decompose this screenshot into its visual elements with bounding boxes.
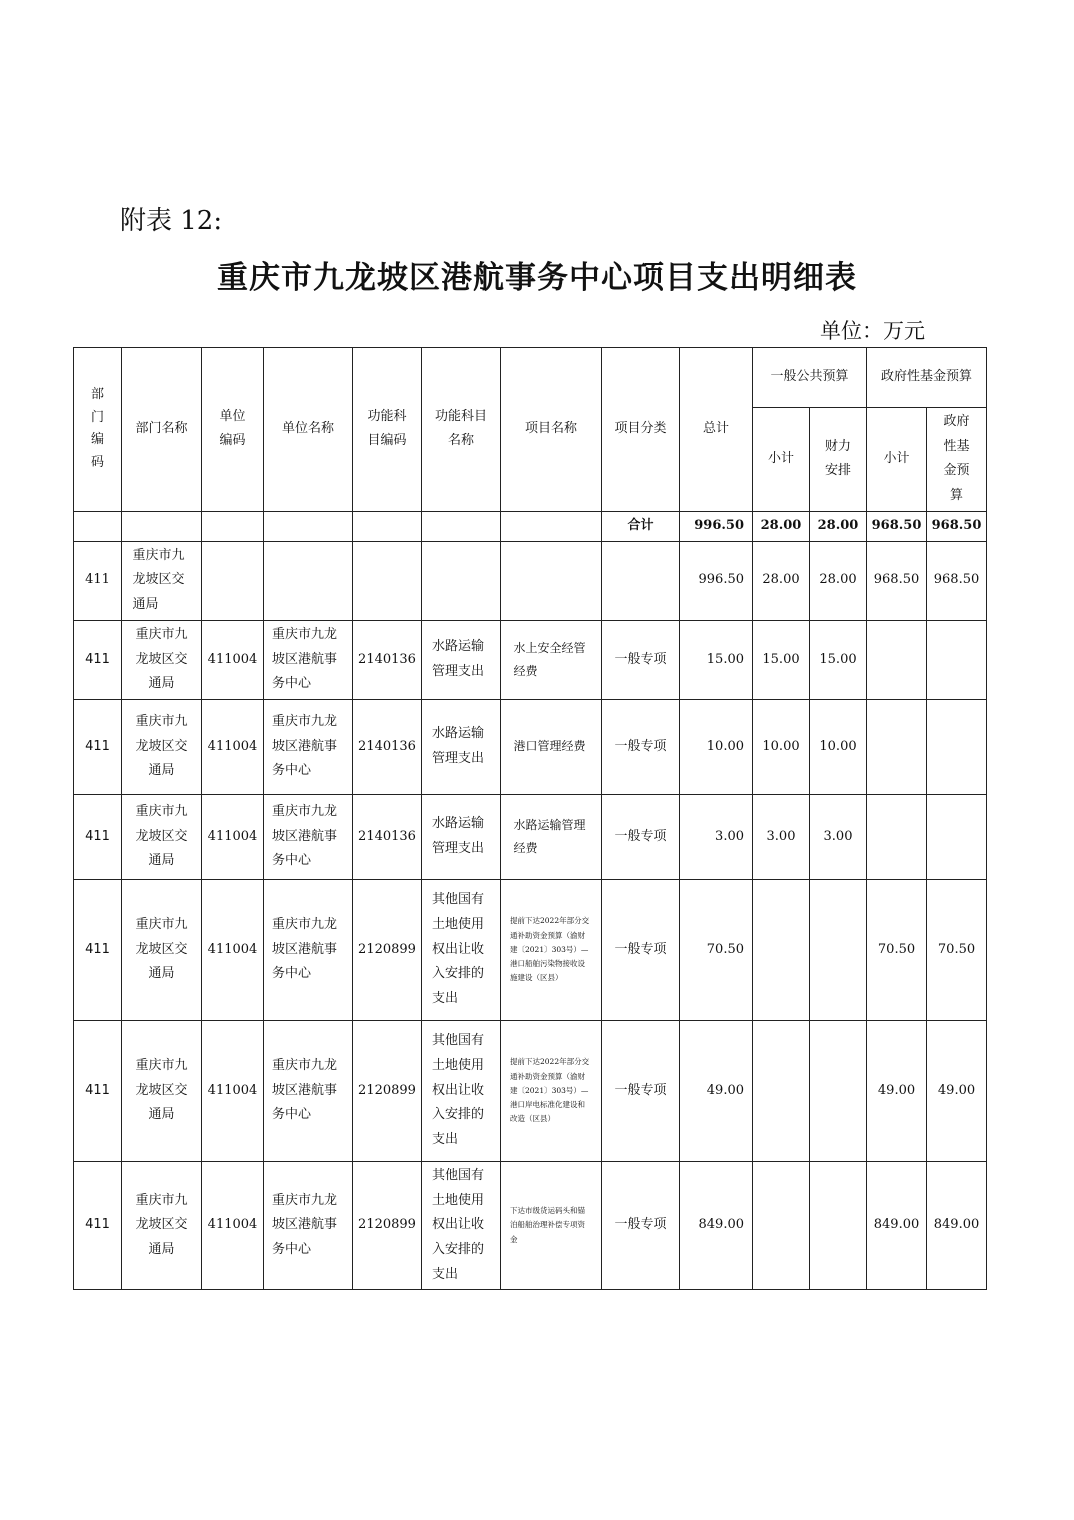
cell-project-type: 一般专项	[602, 794, 680, 879]
header-gf-subtotal: 小计	[867, 408, 927, 512]
cell-dept-code: 411	[74, 1020, 122, 1161]
cell-dept-name: 重庆市九龙坡区交通局	[122, 1161, 202, 1289]
cell-dept-name: 重庆市九龙坡区交通局	[122, 1020, 202, 1161]
cell-unit-name: 重庆市九龙坡区港航事务中心	[264, 794, 353, 879]
cell-gp-subtotal: 15.00	[753, 620, 810, 699]
dept-code: 411	[74, 541, 122, 620]
unit-label: 单位：万元	[820, 319, 925, 343]
cell-func-code: 2120899	[353, 1020, 422, 1161]
cell-gf-fund: 849.00	[927, 1161, 987, 1289]
page-title: 重庆市九龙坡区港航事务中心项目支出明细表	[217, 260, 857, 296]
header-gov-fund-budget: 政府性基金预算	[867, 348, 987, 408]
summary-label: 合计	[602, 511, 680, 541]
summary-empty-2	[122, 511, 202, 541]
header-project-name: 项目名称	[501, 348, 602, 512]
dept-empty-1	[202, 541, 264, 620]
cell-func-name: 其他国有土地使用权出让收入安排的支出	[422, 879, 501, 1020]
cell-total: 49.00	[680, 1020, 753, 1161]
table-row	[74, 699, 987, 794]
dept-gf-fund: 968.50	[927, 541, 987, 620]
header-total: 总计	[680, 348, 753, 512]
project-expense-table	[73, 347, 987, 1290]
header-dept-code: 部门编码	[74, 348, 122, 512]
cell-func-name: 其他国有土地使用权出让收入安排的支出	[422, 1161, 501, 1289]
dept-gp-subtotal: 28.00	[753, 541, 810, 620]
cell-gf-subtotal: 849.00	[867, 1161, 927, 1289]
cell-func-name: 水路运输管理支出	[422, 699, 501, 794]
header-dept-name: 部门名称	[122, 348, 202, 512]
summary-empty-4	[264, 511, 353, 541]
cell-func-name: 水路运输管理支出	[422, 620, 501, 699]
summary-empty-5	[353, 511, 422, 541]
summary-empty-7	[501, 511, 602, 541]
cell-dept-code: 411	[74, 620, 122, 699]
summary-gp-subtotal: 28.00	[753, 511, 810, 541]
dept-row	[74, 541, 987, 620]
cell-project-name: 提前下达2022年部分交通补助资金预算（渝财建〔2021〕303号）—港口岸电标准化建设和改造（区县）	[501, 1020, 602, 1161]
cell-gf-subtotal	[867, 699, 927, 794]
cell-gp-subtotal: 3.00	[753, 794, 810, 879]
header-row-1	[74, 348, 987, 408]
dept-empty-5	[501, 541, 602, 620]
cell-total: 10.00	[680, 699, 753, 794]
cell-total: 849.00	[680, 1161, 753, 1289]
cell-func-code: 2140136	[353, 620, 422, 699]
header-project-type: 项目分类	[602, 348, 680, 512]
cell-unit-name: 重庆市九龙坡区港航事务中心	[264, 1161, 353, 1289]
cell-gf-subtotal: 49.00	[867, 1020, 927, 1161]
header-unit-code: 单位编码	[202, 348, 264, 512]
cell-gf-fund: 49.00	[927, 1020, 987, 1161]
cell-dept-name: 重庆市九龙坡区交通局	[122, 794, 202, 879]
table-row	[74, 1020, 987, 1161]
cell-func-name: 其他国有土地使用权出让收入安排的支出	[422, 1020, 501, 1161]
cell-gf-subtotal: 70.50	[867, 879, 927, 1020]
cell-gp-fiscal	[810, 1161, 867, 1289]
attachment-label: 附表 12:	[120, 206, 223, 236]
cell-gp-subtotal: 10.00	[753, 699, 810, 794]
cell-dept-code: 411	[74, 879, 122, 1020]
cell-gf-fund: 70.50	[927, 879, 987, 1020]
cell-gp-subtotal	[753, 879, 810, 1020]
summary-row	[74, 511, 987, 541]
cell-unit-code: 411004	[202, 794, 264, 879]
cell-project-type: 一般专项	[602, 699, 680, 794]
cell-func-code: 2120899	[353, 879, 422, 1020]
header-func-name: 功能科目名称	[422, 348, 501, 512]
summary-gf-fund: 968.50	[927, 511, 987, 541]
cell-dept-name: 重庆市九龙坡区交通局	[122, 620, 202, 699]
cell-gf-fund	[927, 699, 987, 794]
summary-empty-6	[422, 511, 501, 541]
dept-gf-subtotal: 968.50	[867, 541, 927, 620]
cell-gp-fiscal: 10.00	[810, 699, 867, 794]
summary-empty-1	[74, 511, 122, 541]
cell-project-name: 港口管理经费	[501, 699, 602, 794]
header-gp-fiscal: 财力安排	[810, 408, 867, 512]
cell-unit-code: 411004	[202, 879, 264, 1020]
cell-project-type: 一般专项	[602, 1020, 680, 1161]
header-gf-fund: 政府性基金预算	[927, 408, 987, 512]
cell-total: 70.50	[680, 879, 753, 1020]
cell-func-name: 水路运输管理支出	[422, 794, 501, 879]
cell-unit-code: 411004	[202, 620, 264, 699]
dept-empty-2	[264, 541, 353, 620]
cell-unit-code: 411004	[202, 699, 264, 794]
cell-func-code: 2120899	[353, 1161, 422, 1289]
header-gp-subtotal: 小计	[753, 408, 810, 512]
cell-project-name: 提前下达2022年部分交通补助资金预算（渝财建〔2021〕303号）—港口船舶污染物接收设施建设（区县）	[501, 879, 602, 1020]
cell-project-name: 下达市级货运码头和锚泊船舶治理补偿专项资金	[501, 1161, 602, 1289]
summary-total: 996.50	[680, 511, 753, 541]
cell-gf-fund	[927, 620, 987, 699]
header-func-code: 功能科目编码	[353, 348, 422, 512]
table-row	[74, 794, 987, 879]
table-row	[74, 879, 987, 1020]
cell-unit-code: 411004	[202, 1161, 264, 1289]
cell-gp-fiscal	[810, 1020, 867, 1161]
dept-empty-3	[353, 541, 422, 620]
cell-unit-name: 重庆市九龙坡区港航事务中心	[264, 620, 353, 699]
header-unit-name: 单位名称	[264, 348, 353, 512]
dept-empty-4	[422, 541, 501, 620]
cell-func-code: 2140136	[353, 794, 422, 879]
dept-gp-fiscal: 28.00	[810, 541, 867, 620]
cell-project-type: 一般专项	[602, 879, 680, 1020]
cell-gp-subtotal	[753, 1020, 810, 1161]
cell-unit-code: 411004	[202, 1020, 264, 1161]
cell-unit-name: 重庆市九龙坡区港航事务中心	[264, 699, 353, 794]
cell-dept-code: 411	[74, 794, 122, 879]
dept-total: 996.50	[680, 541, 753, 620]
cell-gf-fund	[927, 794, 987, 879]
cell-dept-code: 411	[74, 699, 122, 794]
table-row	[74, 1161, 987, 1289]
dept-empty-6	[602, 541, 680, 620]
cell-dept-name: 重庆市九龙坡区交通局	[122, 699, 202, 794]
table-row	[74, 620, 987, 699]
cell-dept-code: 411	[74, 1161, 122, 1289]
cell-func-code: 2140136	[353, 699, 422, 794]
cell-unit-name: 重庆市九龙坡区港航事务中心	[264, 1020, 353, 1161]
cell-dept-name: 重庆市九龙坡区交通局	[122, 879, 202, 1020]
header-general-budget: 一般公共预算	[753, 348, 867, 408]
summary-gp-fiscal: 28.00	[810, 511, 867, 541]
cell-gf-subtotal	[867, 794, 927, 879]
dept-name: 重庆市九龙坡区交通局	[122, 541, 202, 620]
cell-total: 15.00	[680, 620, 753, 699]
cell-project-name: 水上安全经管经费	[501, 620, 602, 699]
summary-gf-subtotal: 968.50	[867, 511, 927, 541]
cell-gp-fiscal	[810, 879, 867, 1020]
cell-project-type: 一般专项	[602, 620, 680, 699]
cell-unit-name: 重庆市九龙坡区港航事务中心	[264, 879, 353, 1020]
cell-gf-subtotal	[867, 620, 927, 699]
cell-project-name: 水路运输管理经费	[501, 794, 602, 879]
cell-project-type: 一般专项	[602, 1161, 680, 1289]
cell-total: 3.00	[680, 794, 753, 879]
summary-empty-3	[202, 511, 264, 541]
cell-gp-subtotal	[753, 1161, 810, 1289]
cell-gp-fiscal: 3.00	[810, 794, 867, 879]
cell-gp-fiscal: 15.00	[810, 620, 867, 699]
